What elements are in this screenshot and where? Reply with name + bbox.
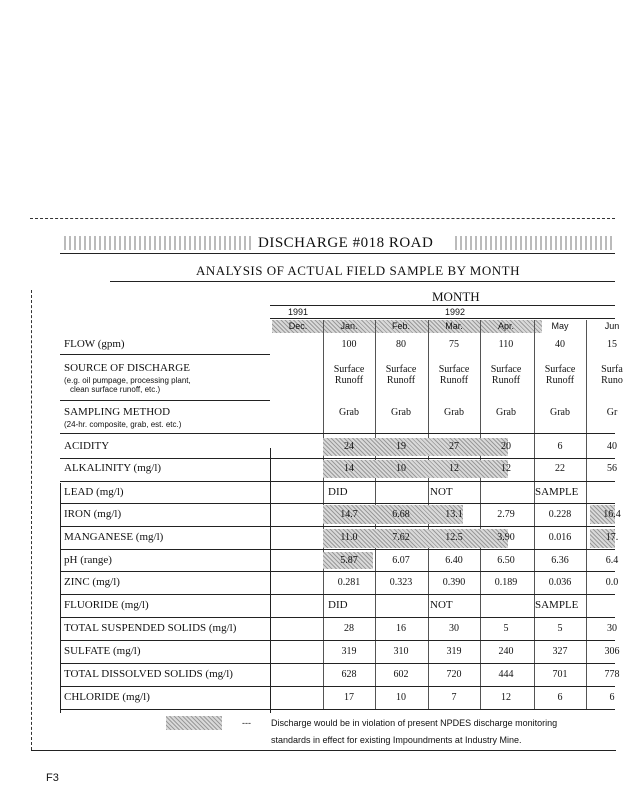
manganese-cell-2: 7.62 bbox=[392, 532, 410, 543]
source-sub2: clean surface runoff, etc.) bbox=[70, 385, 161, 394]
alkalinity-cell-5: 22 bbox=[555, 463, 565, 474]
row-label-lead: LEAD (mg/l) bbox=[64, 486, 124, 498]
acidity-rule bbox=[60, 458, 615, 459]
sulfate-cell-3: 319 bbox=[446, 646, 462, 657]
document-subtitle: ANALYSIS OF ACTUAL FIELD SAMPLE BY MONTH bbox=[196, 263, 520, 278]
chloride-cell-1: 17 bbox=[344, 692, 354, 703]
sulfate-cell-6: 306 bbox=[604, 646, 620, 657]
source-cell-3: Surface Runoff bbox=[438, 364, 470, 386]
tss-cell-5: 5 bbox=[557, 623, 563, 634]
zinc-rule bbox=[60, 594, 615, 595]
sampling-cell-5: Grab bbox=[550, 407, 570, 418]
alkalinity-cell-3: 12 bbox=[449, 463, 459, 474]
month-header-1: Jan. bbox=[340, 321, 358, 331]
row-label-tss: TOTAL SUSPENDED SOLIDS (mg/l) bbox=[64, 622, 237, 634]
lead-sample: SAMPLE bbox=[535, 486, 579, 498]
alkalinity-cell-1: 14 bbox=[344, 463, 354, 474]
manganese-rule bbox=[60, 549, 615, 550]
alkalinity-cell-2: 10 bbox=[396, 463, 406, 474]
title-band-left bbox=[64, 236, 254, 250]
zinc-cell-4: 0.189 bbox=[494, 577, 518, 588]
source-cell-6: Surfa Runo bbox=[601, 364, 623, 386]
flow-cell-3: 75 bbox=[449, 339, 459, 350]
acidity-cell-4: 20 bbox=[501, 441, 511, 452]
acidity-cell-1: 24 bbox=[344, 441, 354, 452]
ph-cell-1: 5.87 bbox=[340, 555, 358, 566]
lead-rule bbox=[60, 503, 615, 504]
zinc-cell-2: 0.323 bbox=[389, 577, 413, 588]
label-divider-line bbox=[270, 448, 271, 713]
month-header-2: Feb. bbox=[391, 321, 410, 331]
iron-cell-4: 2.79 bbox=[497, 509, 515, 520]
chloride-cell-3: 7 bbox=[451, 692, 457, 703]
alkalinity-rule bbox=[60, 481, 615, 482]
row-label-zinc: ZINC (mg/l) bbox=[64, 576, 120, 588]
tds-cell-3: 720 bbox=[446, 669, 462, 680]
month-header-4: Apr. bbox=[497, 321, 514, 331]
acidity-cell-5: 6 bbox=[557, 441, 563, 452]
sampling-cell-4: Grab bbox=[496, 407, 516, 418]
lead-did: DID bbox=[328, 486, 348, 498]
sampling-cell-6: Gr bbox=[606, 407, 618, 418]
year-1991: 1991 bbox=[288, 307, 309, 317]
zinc-cell-3: 0.390 bbox=[442, 577, 466, 588]
year-1992: 1992 bbox=[445, 307, 466, 317]
tds-cell-2: 602 bbox=[393, 669, 409, 680]
bottom-rule bbox=[31, 750, 616, 751]
month-header: MONTH bbox=[432, 289, 480, 304]
manganese-cell-3: 12.5 bbox=[445, 532, 463, 543]
year-underline bbox=[270, 318, 615, 319]
iron-cell-5: 0.228 bbox=[548, 509, 572, 520]
acidity-cell-2: 19 bbox=[396, 441, 406, 452]
source-cell-4: Surface Runoff bbox=[490, 364, 522, 386]
fluoride-not: NOT bbox=[430, 599, 453, 611]
tss-cell-3: 30 bbox=[449, 623, 459, 634]
manganese-cell-6: 17. bbox=[605, 532, 619, 543]
legend-line-2: standards in effect for existing Impoundments at Industry Mine. bbox=[271, 735, 522, 745]
sulfate-cell-2: 310 bbox=[393, 646, 409, 657]
ph-cell-3: 6.40 bbox=[445, 555, 463, 566]
tds-cell-1: 628 bbox=[341, 669, 357, 680]
lead-not: NOT bbox=[430, 486, 453, 498]
ph-rule bbox=[60, 571, 615, 572]
row-label-alkalinity: ALKALINITY (mg/l) bbox=[64, 462, 162, 474]
tds-cell-5: 701 bbox=[552, 669, 568, 680]
tds-cell-6: 778 bbox=[604, 669, 620, 680]
sampling-sub: (24-hr. composite, grab, est. etc.) bbox=[64, 420, 182, 429]
row-label-iron: IRON (mg/l) bbox=[64, 508, 122, 520]
top-dashed-rule bbox=[30, 218, 615, 219]
row-label-source: SOURCE OF DISCHARGE bbox=[64, 362, 190, 374]
row-label-sulfate: SULFATE (mg/l) bbox=[64, 645, 141, 657]
fluoride-did: DID bbox=[328, 599, 348, 611]
sulfate-cell-1: 319 bbox=[341, 646, 357, 657]
tss-cell-1: 28 bbox=[344, 623, 354, 634]
tds-rule bbox=[60, 686, 615, 687]
chloride-cell-5: 6 bbox=[557, 692, 563, 703]
row-label-chloride: CHLORIDE (mg/l) bbox=[64, 691, 150, 703]
chloride-rule bbox=[60, 709, 615, 710]
subtitle-underline bbox=[110, 281, 615, 282]
legend-swatch bbox=[166, 716, 222, 730]
tss-rule bbox=[60, 640, 615, 641]
sampling-cell-1: Grab bbox=[339, 407, 359, 418]
row-label-tds: TOTAL DISSOLVED SOLIDS (mg/l) bbox=[64, 668, 233, 680]
ph-cell-4: 6.50 bbox=[497, 555, 515, 566]
month-header-0: Dec. bbox=[288, 321, 308, 331]
flow-cell-4: 110 bbox=[498, 339, 514, 350]
sampling-rule bbox=[60, 433, 615, 434]
acidity-cell-3: 27 bbox=[449, 441, 459, 452]
flow-cell-6: 15 bbox=[607, 339, 617, 350]
legend-dash: --- bbox=[242, 718, 251, 728]
zinc-cell-1: 0.281 bbox=[337, 577, 361, 588]
acidity-cell-6: 40 bbox=[607, 441, 617, 452]
month-header-6: Jun bbox=[604, 321, 620, 331]
row-label-ph: pH (range) bbox=[64, 554, 112, 566]
source-cell-1: Surface Runoff bbox=[333, 364, 365, 386]
iron-cell-2: 6.68 bbox=[392, 509, 410, 520]
legend-line-1: Discharge would be in violation of present NPDES discharge monitoring bbox=[271, 718, 558, 728]
chloride-cell-6: 6 bbox=[609, 692, 615, 703]
ph-cell-6: 6.4 bbox=[605, 555, 619, 566]
flow-rule bbox=[60, 354, 270, 355]
month-header-5: May bbox=[551, 321, 569, 331]
iron-cell-1: 14.7 bbox=[340, 509, 358, 520]
row-label-manganese: MANGANESE (mg/l) bbox=[64, 531, 164, 543]
source-cell-2: Surface Runoff bbox=[385, 364, 417, 386]
sampling-cell-3: Grab bbox=[444, 407, 464, 418]
sulfate-cell-5: 327 bbox=[552, 646, 568, 657]
sampling-cell-2: Grab bbox=[391, 407, 411, 418]
row-label-sampling: SAMPLING METHOD bbox=[64, 406, 171, 418]
iron-cell-6: 16.4 bbox=[603, 509, 621, 520]
title-band-right bbox=[455, 236, 615, 250]
row-label-fluoride: FLUORIDE (mg/l) bbox=[64, 599, 149, 611]
alkalinity-cell-6: 56 bbox=[607, 463, 617, 474]
tss-cell-2: 16 bbox=[396, 623, 406, 634]
month-header-3: Mar. bbox=[445, 321, 463, 331]
source-sub1: (e.g. oil pumpage, processing plant, bbox=[64, 376, 191, 385]
flow-cell-2: 80 bbox=[396, 339, 406, 350]
flow-cell-1: 100 bbox=[341, 339, 357, 350]
chloride-cell-2: 10 bbox=[396, 692, 406, 703]
zinc-cell-6: 0.0 bbox=[605, 577, 619, 588]
tss-cell-4: 5 bbox=[503, 623, 509, 634]
label-column-line bbox=[60, 483, 61, 713]
month-underline bbox=[270, 305, 615, 306]
document-title: DISCHARGE #018 ROAD bbox=[258, 235, 434, 251]
fluoride-sample: SAMPLE bbox=[535, 599, 579, 611]
iron-cell-3: 13.1 bbox=[445, 509, 463, 520]
tss-cell-6: 30 bbox=[607, 623, 617, 634]
sulfate-cell-4: 240 bbox=[498, 646, 514, 657]
fluoride-rule bbox=[60, 617, 615, 618]
title-underline bbox=[60, 253, 615, 254]
tds-cell-4: 444 bbox=[498, 669, 514, 680]
left-margin-line bbox=[31, 290, 32, 750]
iron-rule bbox=[60, 526, 615, 527]
ph-cell-2: 6.07 bbox=[392, 555, 410, 566]
source-cell-5: Surface Runoff bbox=[544, 364, 576, 386]
alkalinity-cell-4: 12 bbox=[501, 463, 511, 474]
flow-cell-5: 40 bbox=[555, 339, 565, 350]
page-number: F3 bbox=[46, 772, 59, 784]
sulfate-rule bbox=[60, 663, 615, 664]
source-rule bbox=[60, 400, 270, 401]
row-label-acidity: ACIDITY bbox=[64, 440, 110, 452]
row-label-flow: FLOW (gpm) bbox=[64, 338, 125, 350]
manganese-cell-1: 11.0 bbox=[340, 532, 358, 543]
manganese-cell-5: 0.016 bbox=[548, 532, 572, 543]
ph-cell-5: 6.36 bbox=[551, 555, 569, 566]
manganese-cell-4: 3.90 bbox=[497, 532, 515, 543]
chloride-cell-4: 12 bbox=[501, 692, 511, 703]
zinc-cell-5: 0.036 bbox=[548, 577, 572, 588]
